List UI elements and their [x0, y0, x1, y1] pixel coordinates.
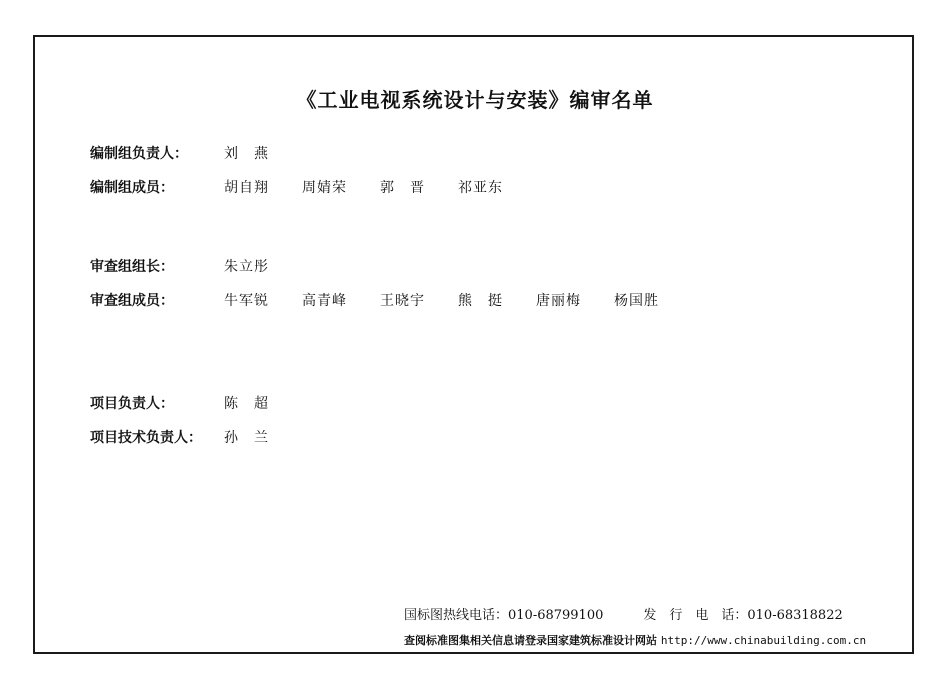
person-name: 熊 挺	[458, 293, 503, 309]
issue-phone-text: 发 行 电 话：010-68318822	[643, 608, 843, 623]
hotline-text: 国标图热线电话：010-68799100	[404, 608, 604, 623]
group-label: 项目技术负责人：	[90, 430, 202, 446]
group-row-tech-lead	[90, 426, 302, 448]
group-row-review-leader	[90, 255, 302, 277]
page-title: 《工业电视系统设计与安装》编审名单	[296, 88, 654, 112]
person-name: 杨国胜	[614, 293, 659, 309]
page-frame	[33, 35, 914, 654]
person-name: 陈 超	[224, 396, 269, 412]
group-label: 审查组成员：	[90, 293, 174, 309]
group-row-compile-lead	[90, 142, 302, 164]
person-name: 刘 燕	[224, 146, 269, 162]
person-name: 孙 兰	[224, 430, 269, 446]
person-name: 唐丽梅	[536, 293, 581, 309]
group-label: 审查组组长：	[90, 259, 174, 275]
group-row-project-lead	[90, 392, 302, 414]
group-label: 项目负责人：	[90, 396, 174, 412]
website-url[interactable]: http://www.chinabuilding.com.cn	[660, 634, 867, 647]
person-name: 郭 晋	[380, 180, 425, 196]
person-name: 牛军锐	[224, 293, 269, 309]
person-name: 祁亚东	[458, 180, 503, 196]
person-name: 周婧荣	[302, 180, 347, 196]
person-name: 高青峰	[302, 293, 347, 309]
footer-phones	[404, 604, 843, 623]
person-name: 王晓宇	[380, 293, 425, 309]
person-name: 朱立彤	[224, 259, 269, 275]
group-row-compile-members	[90, 176, 536, 198]
group-label: 编制组负责人：	[90, 146, 188, 162]
group-label: 编制组成员：	[90, 180, 174, 196]
group-row-review-members	[90, 289, 692, 311]
website-notice: 查阅标准图集相关信息请登录国家建筑标准设计网站	[404, 634, 657, 647]
footer-website	[404, 632, 866, 648]
person-name: 胡自翔	[224, 180, 269, 196]
